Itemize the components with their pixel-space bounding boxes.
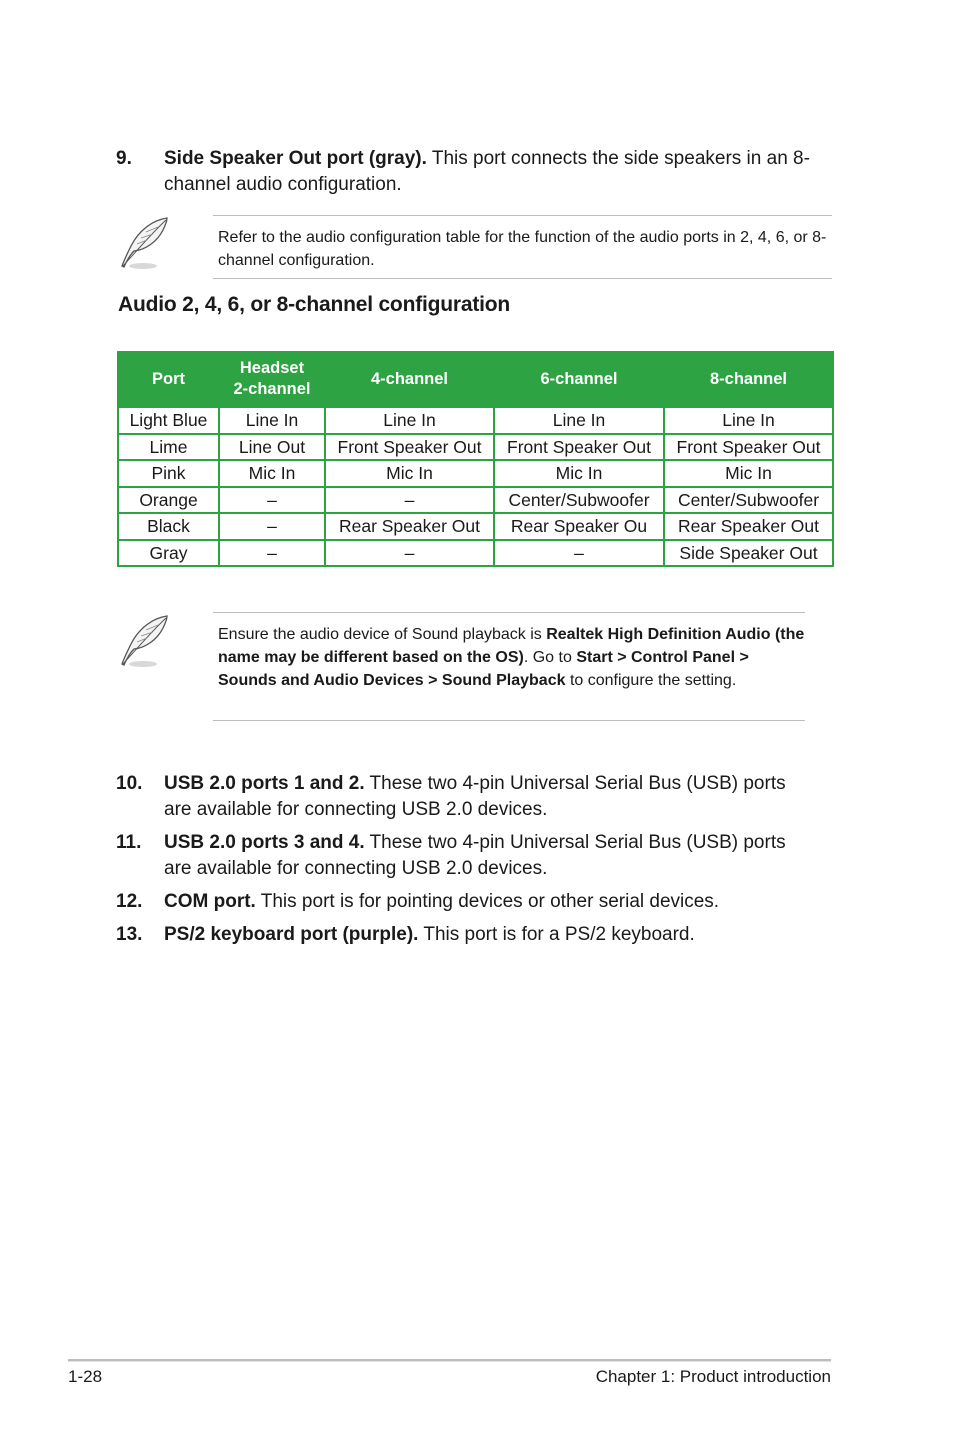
item-text: These two 4-pin Universal Serial Bus (USB) ports are available for connecting USB 2.0 devices. [164, 832, 786, 879]
item-number: 9. [116, 148, 132, 169]
table-cell: Line Out [219, 434, 325, 461]
table-cell: Light Blue [118, 407, 219, 434]
table-cell: – [219, 513, 325, 540]
item-text: This port is for pointing devices or other serial devices. [255, 891, 720, 912]
table-cell: Mic In [664, 460, 833, 487]
footer-rule [68, 1359, 831, 1362]
table-cell: Gray [118, 540, 219, 567]
header-4-channel: 4-channel [325, 352, 494, 407]
chapter-title: Chapter 1: Product introduction [595, 1367, 831, 1386]
table-cell: Line In [494, 407, 664, 434]
item-title: Side Speaker Out port (gray). [164, 148, 427, 169]
note-text: . Go to [523, 649, 577, 666]
table-cell: Rear Speaker Out [664, 513, 833, 540]
table-cell: Mic In [494, 460, 664, 487]
table-cell: Black [118, 513, 219, 540]
table-cell: – [325, 540, 494, 567]
feather-quill-icon [113, 214, 173, 272]
item-number: 11. [116, 832, 142, 853]
section-title: Audio 2, 4, 6, or 8-channel configuration [118, 293, 511, 316]
table-cell: Center/Subwoofer [494, 487, 664, 514]
header-6-channel: 6-channel [494, 352, 664, 407]
item-text: This port is for a PS/2 keyboard. [418, 924, 695, 945]
table-cell: – [494, 540, 664, 567]
item-title: COM port. [164, 891, 256, 912]
list-item-13 [116, 922, 816, 948]
table-cell: Rear Speaker Ou [494, 513, 664, 540]
note-box-realtek [213, 612, 805, 721]
item-number: 10. [116, 773, 143, 794]
note-text: Ensure the audio device of Sound playback is [218, 626, 547, 643]
list-item-11 [116, 830, 816, 882]
table-cell: Front Speaker Out [325, 434, 494, 461]
table-cell: Side Speaker Out [664, 540, 833, 567]
page-number: 1-28 [68, 1367, 103, 1386]
table-cell: – [325, 487, 494, 514]
table-row [118, 540, 833, 567]
list-item-12 [116, 889, 816, 915]
table-cell: Center/Subwoofer [664, 487, 833, 514]
table-row [118, 434, 833, 461]
note-box-audio-table [213, 215, 832, 279]
note-bold-device: Realtek High Definition Audio (the name may be different based on the OS) [218, 626, 805, 666]
table-cell: – [219, 487, 325, 514]
table-cell: Front Speaker Out [494, 434, 664, 461]
item-text: These two 4-pin Universal Serial Bus (USB) ports are available for connecting USB 2.0 devices. [164, 773, 786, 820]
item-title: PS/2 keyboard port (purple). [164, 924, 419, 945]
table-cell: – [219, 540, 325, 567]
table-cell: Mic In [325, 460, 494, 487]
table-row [118, 407, 833, 434]
table-cell: Line In [219, 407, 325, 434]
table-cell: Lime [118, 434, 219, 461]
note-text: to configure the setting. [565, 672, 737, 689]
feather-quill-icon [113, 612, 173, 670]
table-cell: Line In [664, 407, 833, 434]
table-cell: Mic In [219, 460, 325, 487]
list-item-9 [116, 146, 816, 198]
table-cell: Front Speaker Out [664, 434, 833, 461]
table-header-row [118, 352, 833, 407]
item-text: This port connects the side speakers in an 8-channel audio configuration. [164, 148, 810, 195]
table-cell: Rear Speaker Out [325, 513, 494, 540]
list-item-10 [116, 771, 816, 823]
table-cell: Orange [118, 487, 219, 514]
header-port: Port [118, 352, 219, 407]
table-cell: Line In [325, 407, 494, 434]
header-8-channel: 8-channel [664, 352, 833, 407]
header-headset-label: Headset 2-channel [233, 359, 311, 398]
table-row [118, 487, 833, 514]
item-title: USB 2.0 ports 1 and 2. [164, 773, 365, 794]
item-number: 12. [116, 891, 143, 912]
audio-config-table [117, 351, 834, 567]
table-cell: Pink [118, 460, 219, 487]
item-number: 13. [116, 924, 143, 945]
note-text: Refer to the audio configuration table for the function of the audio ports in 2, 4, 6, or 8-channel configuration. [218, 229, 827, 269]
note-bold-path: Start > Control Panel > Sounds and Audio Devices > Sound Playback [218, 649, 749, 689]
table-row [118, 460, 833, 487]
header-headset-2-channel [219, 352, 325, 407]
table-row [118, 513, 833, 540]
item-title: USB 2.0 ports 3 and 4. [164, 832, 365, 853]
